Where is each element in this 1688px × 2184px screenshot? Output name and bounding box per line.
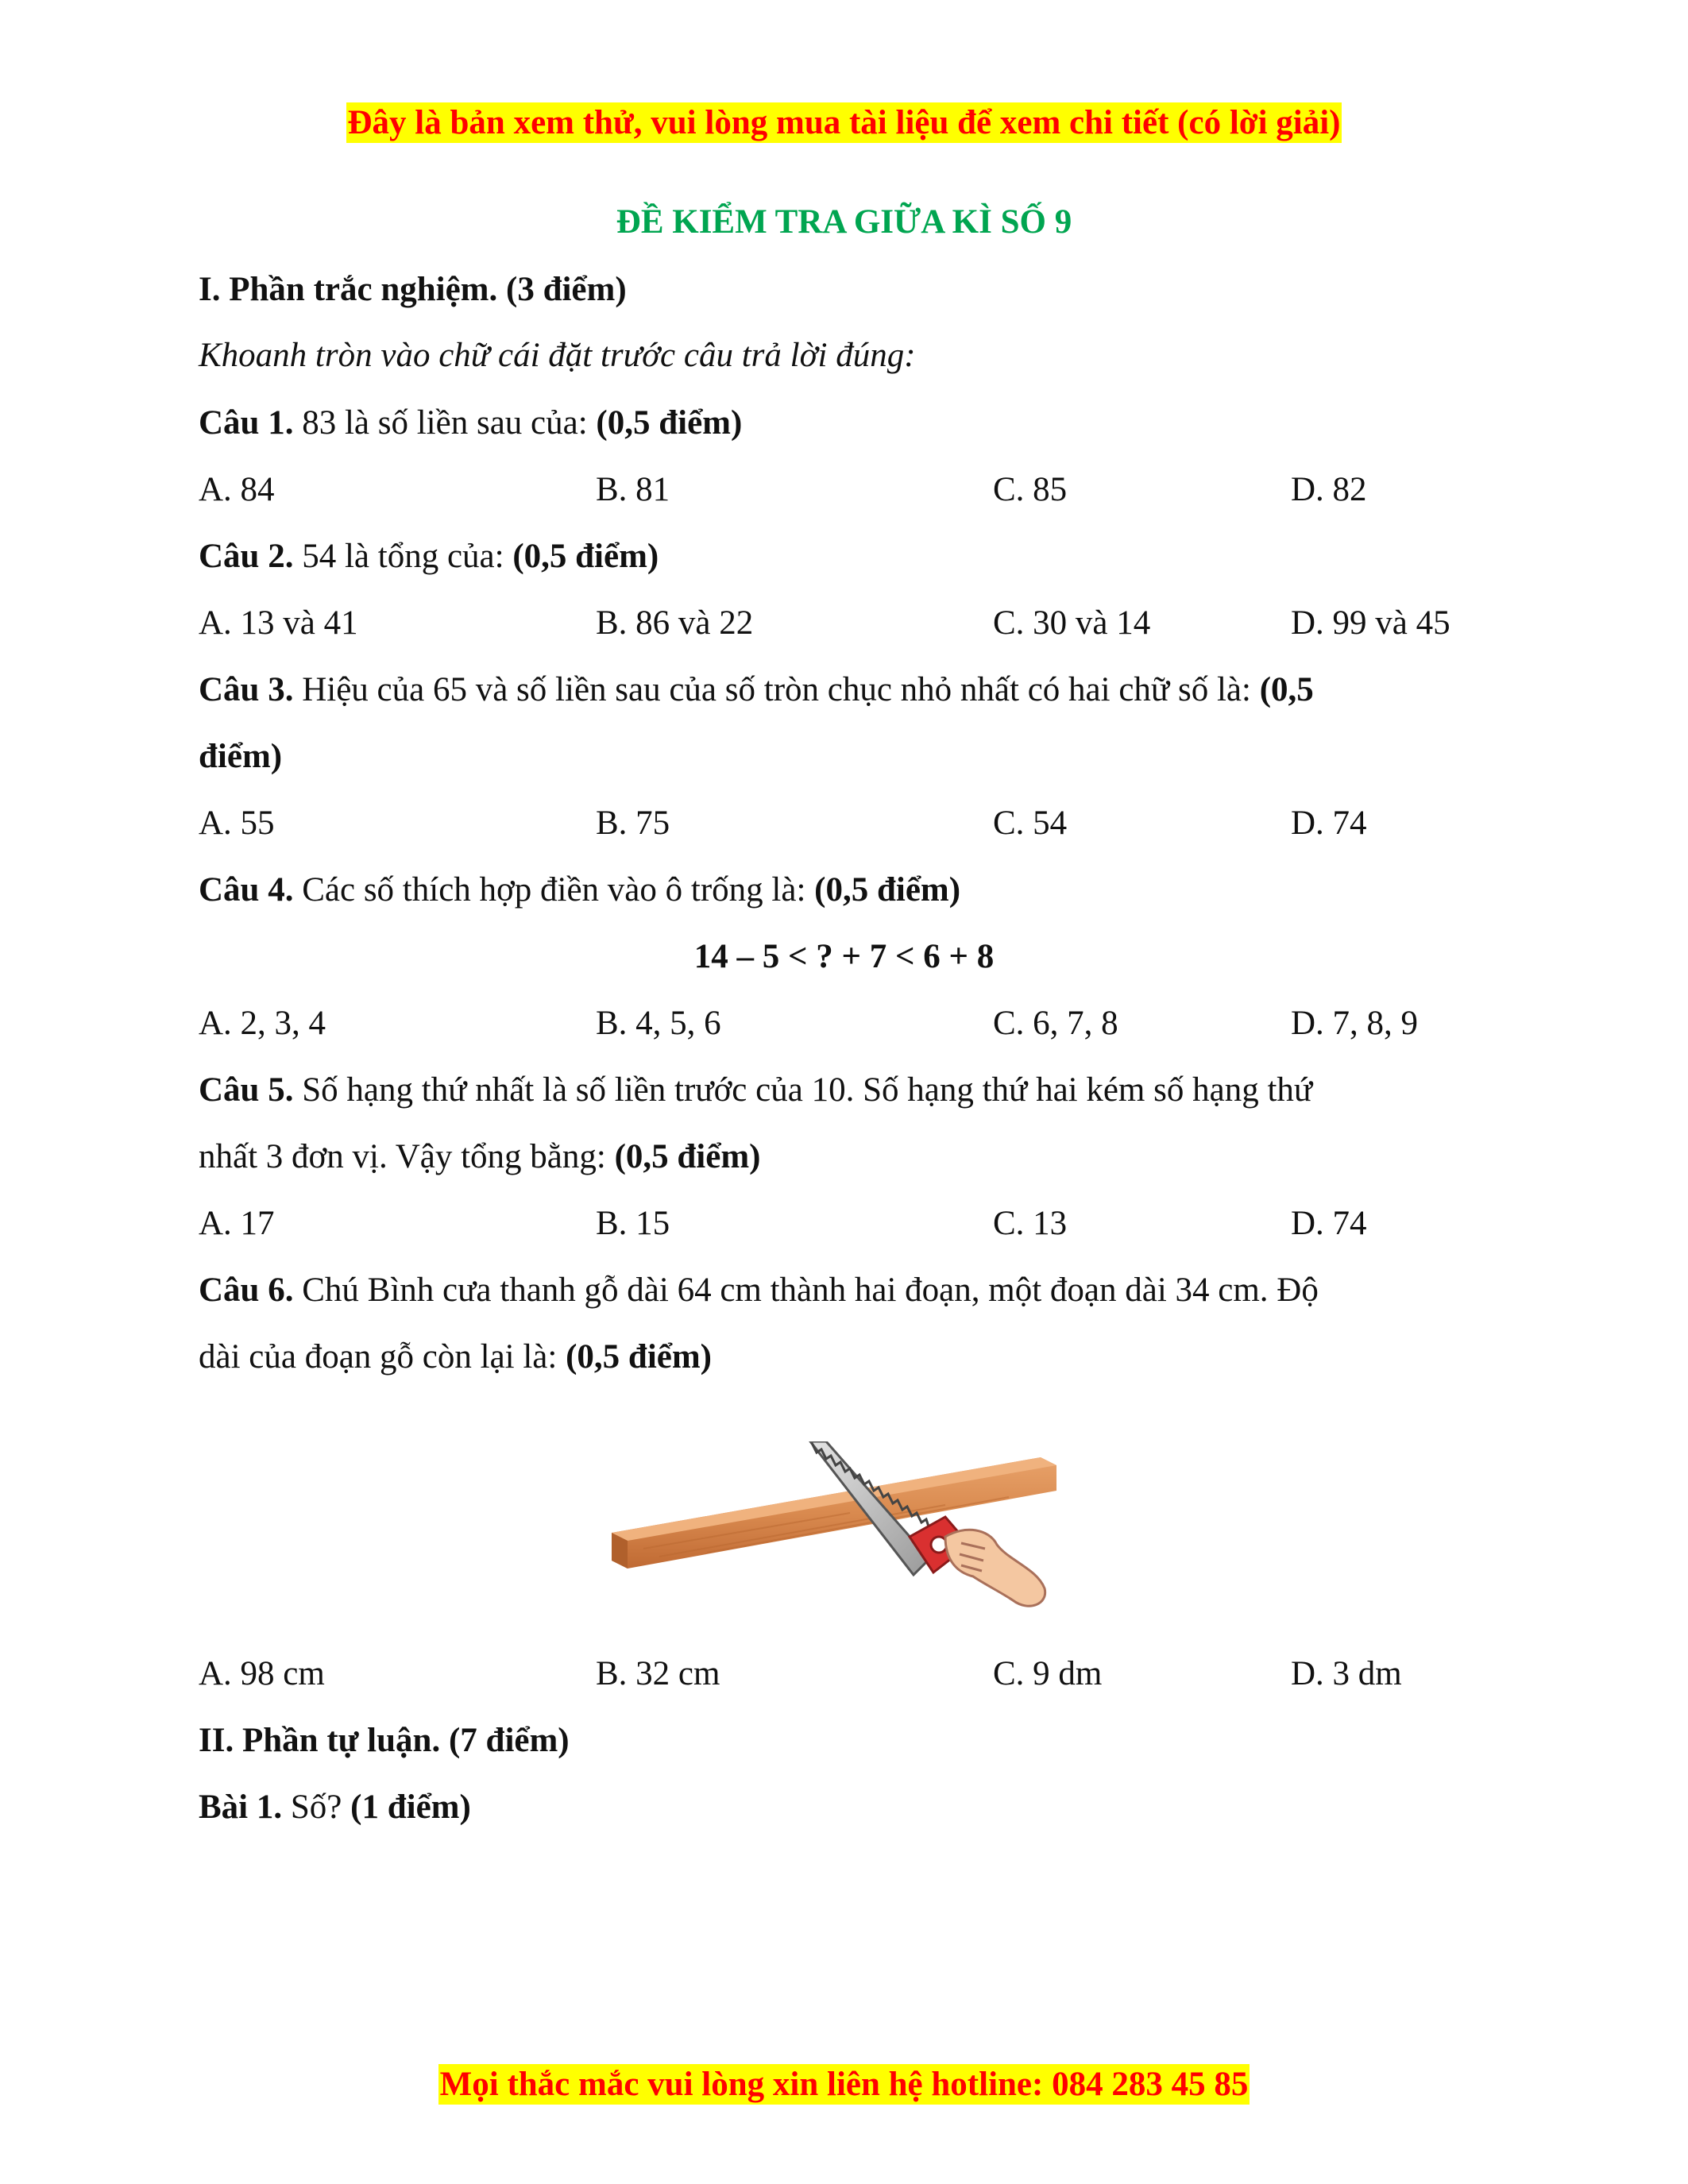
option-d: D. 3 dm: [1291, 1655, 1402, 1692]
page-title: ĐỀ KIỂM TRA GIỮA KÌ SỐ 9: [616, 203, 1072, 241]
section2-heading: II. Phần tự luận. (7 điểm): [199, 1722, 570, 1759]
question-3: [199, 670, 1314, 710]
question-5-cont: [199, 1137, 760, 1177]
option-b: B. 81: [596, 471, 670, 508]
hotline-notice: [0, 2065, 1688, 2105]
saw-cutting-wood-illustration: [612, 1441, 1056, 1620]
option-c: C. 30 và 14: [993, 604, 1151, 642]
option-d: D. 74: [1291, 1205, 1367, 1242]
question-label: Câu 6.: [199, 1271, 294, 1309]
question-text: Hiệu của 65 và số liền sau của số tròn chục nhỏ nhất có hai chữ số là:: [293, 671, 1260, 708]
question-points: (0,5: [1259, 671, 1314, 708]
option-b: B. 32 cm: [596, 1655, 720, 1692]
question-points: (0,5 điểm): [566, 1338, 712, 1376]
exercise-points: (1 điểm): [350, 1788, 471, 1826]
question-4: [199, 870, 960, 910]
question-points: (0,5 điểm): [596, 404, 743, 442]
question-label: Câu 4.: [199, 871, 294, 909]
question-points-cont: điểm): [199, 738, 283, 775]
bai-1: [199, 1788, 471, 1827]
option-d: D. 7, 8, 9: [1291, 1005, 1419, 1042]
option-b: B. 75: [596, 805, 670, 842]
question-1: [199, 403, 742, 443]
question-6: [199, 1271, 1319, 1310]
question-text: 83 là số liền sau của:: [293, 404, 597, 442]
question-text: nhất 3 đơn vị. Vậy tổng bằng:: [199, 1138, 615, 1175]
option-b: B. 86 và 22: [596, 604, 754, 642]
option-a: A. 2, 3, 4: [199, 1005, 326, 1042]
question-points: (0,5 điểm): [512, 538, 659, 575]
question-text: Các số thích hợp điền vào ô trống là:: [293, 871, 815, 909]
section1-heading: I. Phần trắc nghiệm. (3 điểm): [199, 271, 627, 308]
option-c: C. 6, 7, 8: [993, 1005, 1118, 1042]
option-a: A. 17: [199, 1205, 275, 1242]
option-c: C. 13: [993, 1205, 1068, 1242]
question-2: [199, 537, 659, 577]
hand-icon: [945, 1530, 1045, 1606]
question-label: Câu 1.: [199, 404, 294, 442]
option-c: C. 85: [993, 471, 1068, 508]
question-text: Chú Bình cưa thanh gỗ dài 64 cm thành hai đoạn, một đoạn dài 34 cm. Độ: [293, 1271, 1319, 1309]
question-5: [199, 1071, 1312, 1110]
question-6-cont: [199, 1337, 712, 1377]
option-a: A. 55: [199, 805, 275, 842]
math-expression: 14 – 5 < ? + 7 < 6 + 8: [693, 938, 995, 975]
option-b: B. 4, 5, 6: [596, 1005, 721, 1042]
option-b: B. 15: [596, 1205, 670, 1242]
option-a: A. 13 và 41: [199, 604, 358, 642]
preview-notice: [0, 103, 1688, 143]
option-a: A. 98 cm: [199, 1655, 325, 1692]
option-c: C. 9 dm: [993, 1655, 1103, 1692]
question-text: Số hạng thứ nhất là số liền trước của 10. Số hạng thứ hai kém số hạng thứ: [293, 1071, 1313, 1109]
preview-notice-text: Đây là bản xem thử, vui lòng mua tài liệu để xem chi tiết (có lời giải): [347, 104, 1341, 141]
question-text: 54 là tổng của:: [293, 538, 513, 575]
option-d: D. 99 và 45: [1291, 604, 1450, 642]
option-c: C. 54: [993, 805, 1068, 842]
question-label: Câu 5.: [199, 1071, 294, 1109]
question-label: Câu 3.: [199, 671, 294, 708]
question-points: (0,5 điểm): [814, 871, 961, 909]
question-points: (0,5 điểm): [614, 1138, 761, 1175]
option-a: A. 84: [199, 471, 275, 508]
option-d: D. 82: [1291, 471, 1367, 508]
question-label: Câu 2.: [199, 538, 294, 575]
hotline-notice-text: Mọi thắc mắc vui lòng xin liên hệ hotline: 084 283 45 85: [439, 2066, 1249, 2103]
section1-instruction: Khoanh tròn vào chữ cái đặt trước câu trả lời đúng:: [199, 337, 916, 374]
exercise-text: Số?: [282, 1788, 351, 1826]
option-d: D. 74: [1291, 805, 1367, 842]
question-text: dài của đoạn gỗ còn lại là:: [199, 1338, 566, 1376]
exercise-label: Bài 1.: [199, 1788, 283, 1826]
